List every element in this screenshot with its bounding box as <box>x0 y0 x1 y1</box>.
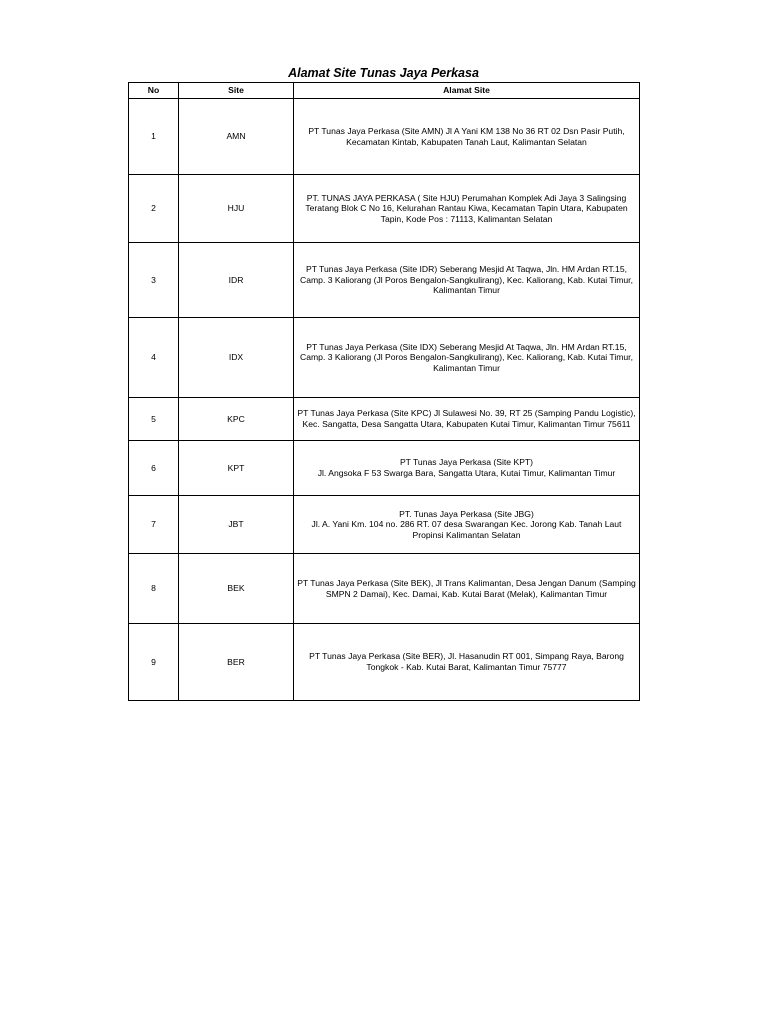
row-number: 5 <box>129 398 179 441</box>
address-line: PT. Tunas Jaya Perkasa (Site JBG) <box>399 508 534 519</box>
address-line: PT Tunas Jaya Perkasa (Site KPT) <box>399 457 534 468</box>
site-address-table <box>128 82 640 701</box>
site-code: IDX <box>179 318 294 398</box>
address-line: PT Tunas Jaya Perkasa (Site AMN) Jl A Yani KM 138 No 36 RT 02 Dsn Pasir Putih, Kecamatan Kintab, Kabupaten Tanah Laut, Kalimantan Selatan <box>308 125 625 147</box>
site-code: BEK <box>179 554 294 624</box>
address-line: Jl. Angsoka F 53 Swarga Bara, Sangatta Utara, Kutai Timur, Kalimantan Timur <box>317 468 616 478</box>
table-row <box>129 441 640 496</box>
table-row <box>129 398 640 441</box>
row-number: 1 <box>129 99 179 175</box>
site-code: IDR <box>179 243 294 318</box>
table-row <box>129 175 640 243</box>
site-address <box>294 554 640 624</box>
table-header-row <box>129 83 640 99</box>
address-line: PT Tunas Jaya Perkasa (Site BER), Jl. Hasanudin RT 001, Simpang Raya, Barong Tongkok - Kab. Kutai Barat, Kalimantan Timur 75777 <box>309 651 624 672</box>
column-header-no: No <box>129 83 179 99</box>
row-number: 8 <box>129 554 179 624</box>
site-code: AMN <box>179 99 294 175</box>
column-header-site: Site <box>179 83 294 99</box>
site-address <box>294 99 640 175</box>
site-code: KPT <box>179 441 294 496</box>
table-row <box>129 99 640 175</box>
site-address <box>294 496 640 554</box>
site-code: KPC <box>179 398 294 441</box>
address-line: PT Tunas Jaya Perkasa (Site KPC) Jl Sulawesi No. 39, RT 25 (Samping Pandu Logistic), Kec. Sangatta, Desa Sangatta Utara, Kabupaten Kutai Timur, Kalimantan Timur 75611 <box>297 408 636 429</box>
column-header-address: Alamat Site <box>294 83 640 99</box>
site-address <box>294 441 640 496</box>
site-code: JBT <box>179 496 294 554</box>
site-code: BER <box>179 624 294 701</box>
row-number: 6 <box>129 441 179 496</box>
row-number: 7 <box>129 496 179 554</box>
address-line: PT Tunas Jaya Perkasa (Site BEK), Jl Trans Kalimantan, Desa Jengan Danum (Samping SMPN 2 Damai), Kec. Damai, Kab. Kutai Barat (Melak), Kalimantan Timur <box>297 577 636 599</box>
address-line: Propinsi Kalimantan Selatan <box>412 529 521 540</box>
site-address <box>294 398 640 441</box>
row-number: 2 <box>129 175 179 243</box>
table-row <box>129 624 640 701</box>
address-line: PT Tunas Jaya Perkasa (Site IDR) Seberang Mesjid At Taqwa, Jln. HM Ardan RT.15, Camp. 3 Kaliorang (Jl Poros Bengalon-Sangkulirang), Kec. Kaliorang, Kab. Kutai Timur, Kalimantan Timur <box>300 264 633 296</box>
address-line: PT. TUNAS JAYA PERKASA ( Site HJU) Perumahan Komplek Adi Jaya 3 Salingsing Teratang Blok C No 16, Kelurahan Rantau Kiwa, Kecamatan Tapin Utara, Kabupaten Tapin, Kode Pos : 71113, Kalimantan Selatan <box>305 192 628 224</box>
row-number: 9 <box>129 624 179 701</box>
table-row <box>129 318 640 398</box>
address-line: Jl. A. Yani Km. 104 no. 286 RT. 07 desa Swarangan Kec. Jorong Kab. Tanah Laut <box>311 519 622 530</box>
table-row <box>129 496 640 554</box>
row-number: 3 <box>129 243 179 318</box>
site-address <box>294 175 640 243</box>
table-row <box>129 243 640 318</box>
table-row <box>129 554 640 624</box>
address-line: PT Tunas Jaya Perkasa (Site IDX) Seberang Mesjid At Taqwa, Jln. HM Ardan RT.15, Camp. 3 Kaliorang (Jl Poros Bengalon-Sangkulirang), Kec. Kaliorang, Kab. Kutai Timur, Kalimantan Timur <box>300 341 633 373</box>
row-number: 4 <box>129 318 179 398</box>
site-address <box>294 624 640 701</box>
site-address <box>294 243 640 318</box>
site-code: HJU <box>179 175 294 243</box>
page-title: Alamat Site Tunas Jaya Perkasa <box>288 66 479 80</box>
site-address <box>294 318 640 398</box>
